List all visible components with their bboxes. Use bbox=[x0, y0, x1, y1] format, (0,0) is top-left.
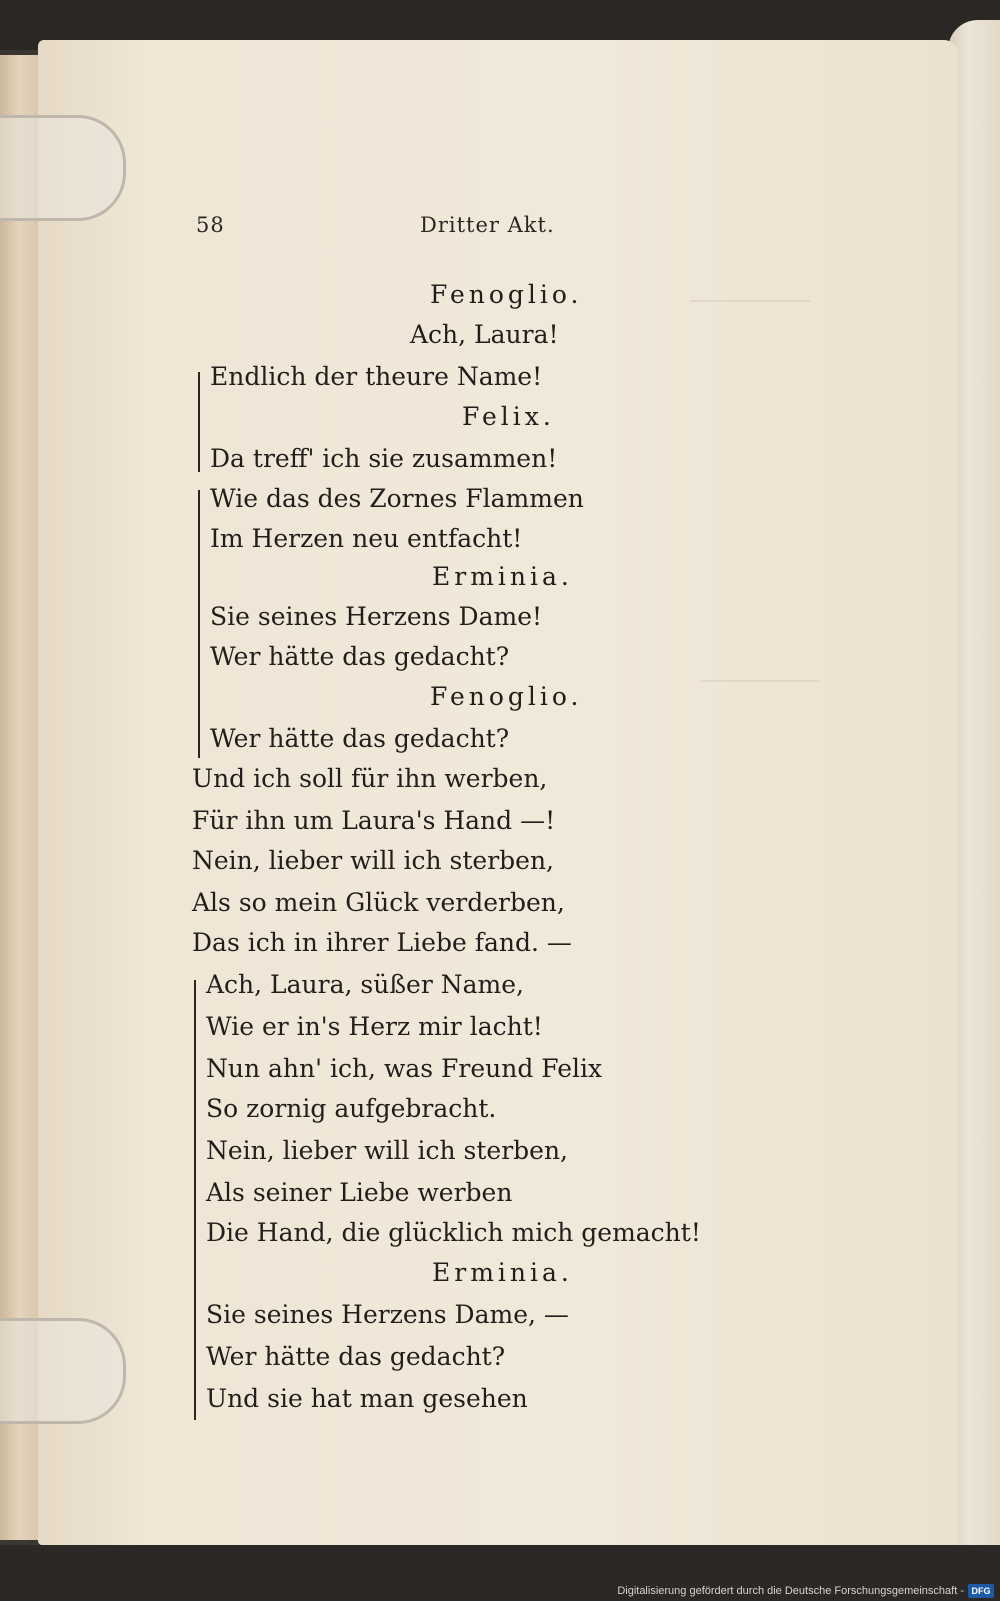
verse-line: Wer hätte das gedacht? bbox=[210, 724, 510, 753]
verse-line: Im Herzen neu entfacht! bbox=[210, 524, 523, 553]
verse-line: Nein, lieber will ich sterben, bbox=[206, 1136, 568, 1165]
dfg-logo: DFG bbox=[968, 1584, 994, 1598]
verse-line: Nun ahn' ich, was Freund Felix bbox=[206, 1054, 603, 1083]
running-title: Dritter Akt. bbox=[420, 213, 555, 237]
verse-line: Sie seines Herzens Dame, — bbox=[206, 1300, 569, 1329]
verse-line: Da treff' ich sie zusammen! bbox=[210, 444, 558, 473]
speaker-label: Fenoglio. bbox=[430, 682, 583, 711]
speaker-label: Felix. bbox=[462, 402, 555, 431]
verse-line: Das ich in ihrer Liebe fand. — bbox=[192, 928, 572, 957]
digitization-credit: Digitalisierung gefördert durch die Deutsche Forschungsgemeinschaft - bbox=[617, 1585, 964, 1597]
verse-line: Nein, lieber will ich sterben, bbox=[192, 846, 554, 875]
bleed-through-mark bbox=[690, 300, 810, 302]
verse-line: Wer hätte das gedacht? bbox=[210, 642, 510, 671]
speaker-label: Erminia. bbox=[432, 562, 573, 591]
verse-line: So zornig aufgebracht. bbox=[206, 1094, 497, 1123]
verse-bracket bbox=[198, 490, 206, 758]
verse-line: Als so mein Glück verderben, bbox=[192, 888, 565, 917]
verse-line: Ach, Laura, süßer Name, bbox=[206, 970, 524, 999]
verse-line: Wer hätte das gedacht? bbox=[206, 1342, 506, 1371]
page-number: 58 bbox=[196, 213, 225, 237]
verse-line: Und ich soll für ihn werben, bbox=[192, 764, 548, 793]
speaker-label: Erminia. bbox=[432, 1258, 573, 1287]
verse-line: Endlich der theure Name! bbox=[210, 362, 543, 391]
bleed-through-mark bbox=[700, 680, 820, 682]
page-clip-top bbox=[0, 115, 126, 221]
verse-line: Wie das des Zornes Flammen bbox=[210, 484, 584, 513]
verse-line: Ach, Laura! bbox=[410, 320, 559, 349]
verse-line: Sie seines Herzens Dame! bbox=[210, 602, 543, 631]
speaker-label: Fenoglio. bbox=[430, 280, 583, 309]
verse-line: Als seiner Liebe werben bbox=[206, 1178, 513, 1207]
verse-line: Die Hand, die glücklich mich gemacht! bbox=[206, 1218, 701, 1247]
verse-line: Und sie hat man gesehen bbox=[206, 1384, 528, 1413]
page-clip-bottom bbox=[0, 1318, 126, 1424]
verse-bracket bbox=[194, 980, 202, 1420]
verse-line: Wie er in's Herz mir lacht! bbox=[206, 1012, 543, 1041]
verse-bracket bbox=[198, 372, 206, 472]
verse-line: Für ihn um Laura's Hand —! bbox=[192, 806, 556, 835]
